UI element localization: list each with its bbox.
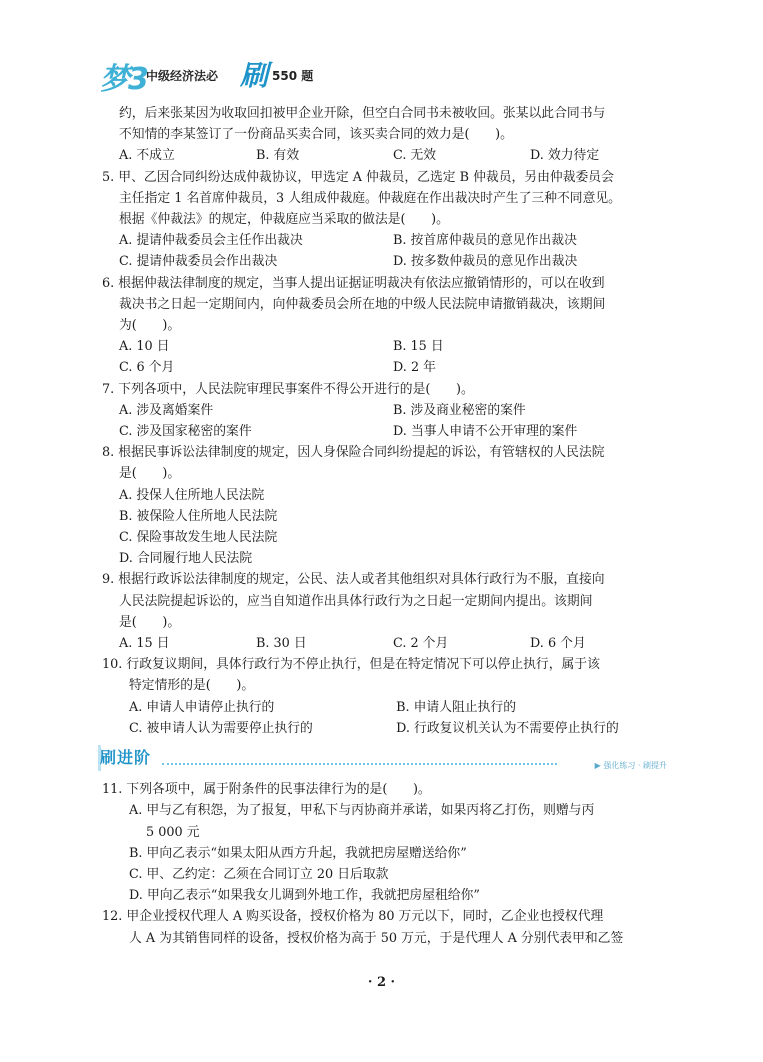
book-title-accent: 刷 xyxy=(240,59,269,92)
q5-options xyxy=(102,230,667,251)
q10-options xyxy=(102,718,667,739)
q8-stem: 8. 根据民事诉讼法律制度的规定，因人身保险合同纠纷提起的诉讼，有管辖权的人民法院 xyxy=(102,445,605,461)
q10-stem: 特定情形的是( )。 xyxy=(129,678,255,694)
option: D. 按多数仲裁员的意见作出裁决 xyxy=(393,254,578,270)
q6-stem: 裁决书之日起一定期间内，向仲裁委员会所在地的中级人民法院申请撤销裁决，该期间 xyxy=(119,296,606,312)
option: D. 2 年 xyxy=(393,360,436,376)
q6-options xyxy=(102,336,667,357)
q6-stem: 为( )。 xyxy=(119,318,181,334)
option: C. 甲、乙约定：乙须在合同订立 20 日后取款 xyxy=(129,866,389,882)
option: C. 涉及国家秘密的案件 xyxy=(119,424,252,440)
section-header xyxy=(100,745,667,777)
option: C. 提请仲裁委员会作出裁决 xyxy=(119,254,278,270)
option: B. 30 日 xyxy=(256,636,307,652)
option: A. 投保人住所地人民法院 xyxy=(119,487,265,503)
q12-stem: 12. 甲企业授权代理人 A 购买设备，授权价格为 80 万元以下，同时，乙企业也授权代理 xyxy=(102,909,604,925)
brand-logo: 梦3 xyxy=(100,62,147,97)
option: C. 被申请人认为需要停止执行的 xyxy=(129,720,313,736)
q7-stem: 7. 下列各项中，人民法院审理民事案件不得公开进行的是( )。 xyxy=(102,381,474,397)
q5-stem: 根据《仲裁法》的规定，仲裁庭应当采取的做法是( )。 xyxy=(119,212,449,228)
option: B. 15 日 xyxy=(393,339,444,355)
q5-stem: 5. 甲、乙因合同纠纷达成仲裁协议，甲选定 A 仲裁员，乙选定 B 仲裁员，另由仲裁委员会 xyxy=(102,169,614,185)
q9-stem: 9. 根据行政诉讼法律制度的规定，公民、法人或者其他组织对具体行政行为不服，直接向 xyxy=(102,572,605,588)
option: D. 行政复议机关认为不需要停止执行的 xyxy=(396,720,619,736)
option: A. 提请仲裁委员会主任作出裁决 xyxy=(119,233,303,249)
option: D. 甲向乙表示“如果我女儿调到外地工作，我就把房屋租给你” xyxy=(129,888,480,904)
option: A. 涉及离婚案件 xyxy=(119,402,214,418)
page-content xyxy=(102,103,667,949)
option: B. 有效 xyxy=(256,148,300,164)
q8-stem: 是( )。 xyxy=(119,466,181,482)
option: B. 涉及商业秘密的案件 xyxy=(393,402,526,418)
book-title: 中级经济法必 xyxy=(146,69,219,83)
option: B. 被保险人住所地人民法院 xyxy=(119,508,278,524)
q5-stem: 主任指定 1 名首席仲裁员，3 人组成仲裁庭。仲裁庭在作出裁决时产生了三种不同意见。 xyxy=(119,190,621,206)
option: D. 效力待定 xyxy=(530,148,600,164)
q4-line: 约，后来张某因为收取回扣被甲企业开除，但空白合同书未被收回。张某以此合同书与 xyxy=(119,106,606,121)
q10-stem: 10. 行政复议期间，具体行政行为不停止执行，但是在特定情况下可以停止执行，属于该 xyxy=(102,657,600,673)
option: D. 合同履行地人民法院 xyxy=(119,551,253,567)
q5-options xyxy=(102,251,667,272)
page-number: · 2 · xyxy=(367,975,396,990)
option-continued: 5 000 元 xyxy=(146,824,200,840)
section-title: 刷进阶 xyxy=(100,748,152,768)
q4-options xyxy=(102,145,667,166)
option: C. 2 个月 xyxy=(393,636,449,652)
option: A. 甲与乙有积怨，为了报复，甲私下与丙协商并承诺，如果丙将乙打伤，则赠与丙 xyxy=(129,803,595,819)
option: A. 不成立 xyxy=(119,148,175,164)
q11-stem: 11. 下列各项中，属于附条件的民事法律行为的是( )。 xyxy=(102,782,431,798)
q6-options xyxy=(102,357,667,378)
option: A. 申请人申请停止执行的 xyxy=(129,699,275,715)
option: A. 10 日 xyxy=(119,339,170,355)
option: B. 按首席仲裁员的意见作出裁决 xyxy=(393,233,577,249)
option: B. 申请人阻止执行的 xyxy=(396,699,516,715)
page-header xyxy=(100,54,400,97)
book-question-count: 550 题 xyxy=(272,69,314,83)
option: D. 6 个月 xyxy=(530,636,586,652)
q7-options xyxy=(102,400,667,421)
option: C. 6 个月 xyxy=(119,360,175,376)
option: B. 甲向乙表示“如果太阳从西方升起，我就把房屋赠送给你” xyxy=(129,845,467,861)
q9-options xyxy=(102,633,667,654)
q9-stem: 人民法院提起诉讼的，应当自知道作出具体行政行为之日起一定期间内提出。该期间 xyxy=(119,593,593,609)
q10-options xyxy=(102,697,667,718)
option: C. 保险事故发生地人民法院 xyxy=(119,530,278,546)
option: A. 15 日 xyxy=(119,636,170,652)
q7-options xyxy=(102,421,667,442)
q4-line: 不知情的李某签订了一份商品买卖合同，该买卖合同的效力是( )。 xyxy=(119,127,513,143)
option: D. 当事人申请不公开审理的案件 xyxy=(393,424,578,440)
section-divider xyxy=(162,763,557,765)
q12-stem: 人 A 为其销售同样的设备，授权价格为高于 50 万元，于是代理人 A 分别代表甲和乙签 xyxy=(129,930,624,946)
q6-stem: 6. 根据仲裁法律制度的规定，当事人提出证据证明裁决有依法应撤销情形的，可以在收到 xyxy=(102,275,605,291)
option: C. 无效 xyxy=(393,148,437,164)
q9-stem: 是( )。 xyxy=(119,614,181,630)
section-subtitle: ▶ 强化练习 · 刷提升 xyxy=(594,761,667,771)
